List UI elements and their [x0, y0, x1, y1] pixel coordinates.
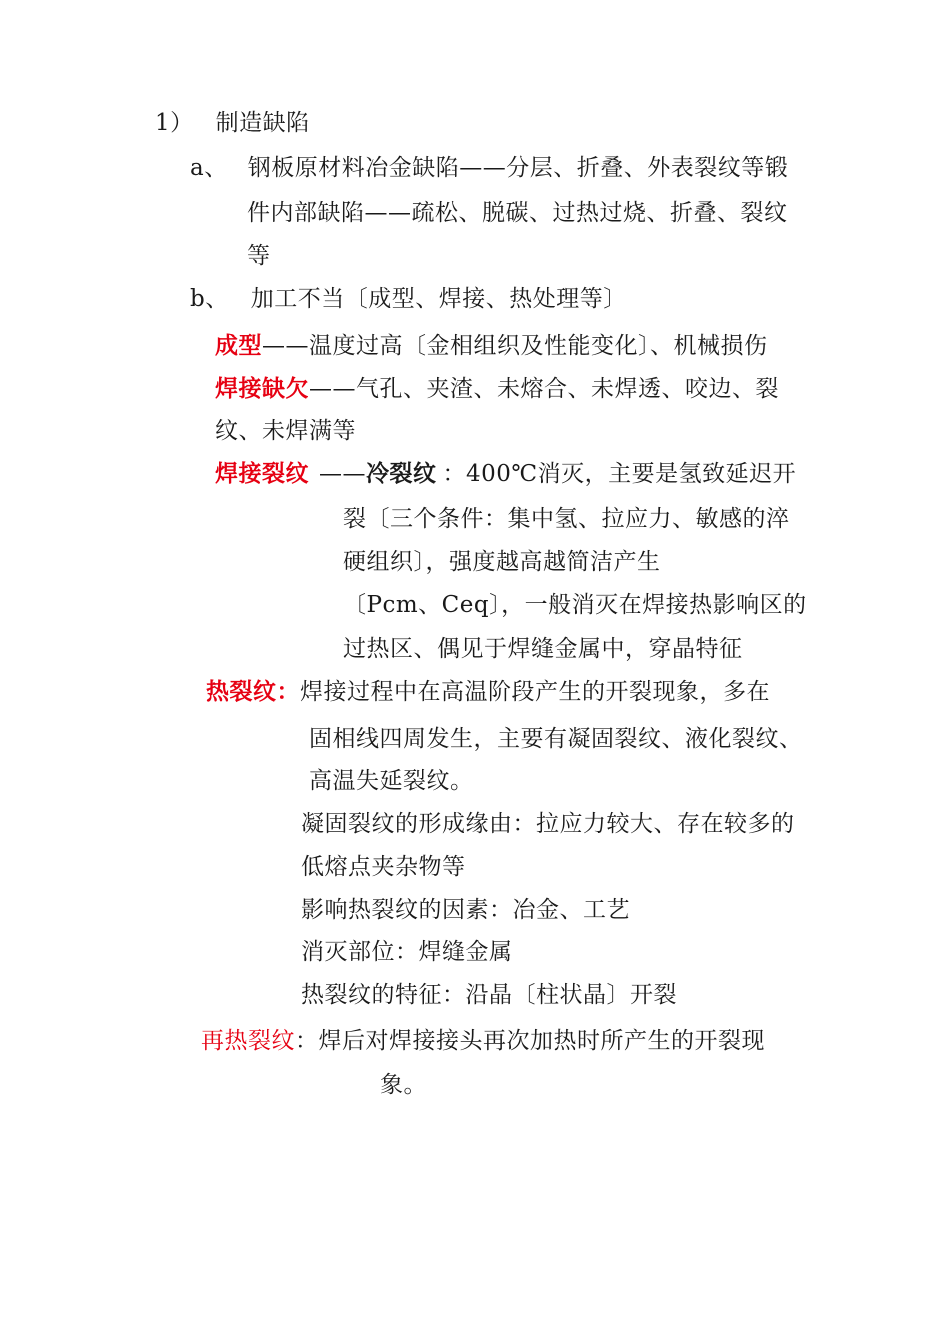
- hot-crack-cause-line-2: 低熔点夹杂物等: [301, 854, 466, 880]
- item-b-line: [190, 284, 627, 314]
- reheat-crack-text: 焊后对焊接接头再次加热时所产生的开裂现: [318, 1028, 765, 1054]
- reheat-crack-colon: ：: [295, 1028, 319, 1054]
- item-b-text: 加工不当〔成型、焊接、热处理等〕: [250, 286, 627, 312]
- weld-defect-line-2: 纹、未焊满等: [215, 418, 356, 444]
- cold-crack-line-2: 裂〔三个条件：集中氢、拉应力、敏感的淬: [343, 506, 790, 532]
- weld-defect-label: 焊接缺欠: [215, 375, 309, 402]
- section-title: 制造缺陷: [215, 110, 310, 136]
- weld-defect-line-1: [215, 374, 779, 404]
- hot-crack-cause-line-1: 凝固裂纹的形成缘由：拉应力较大、存在较多的: [301, 811, 795, 837]
- section-heading: [155, 108, 310, 138]
- weld-crack-label: 焊接裂纹: [215, 460, 309, 487]
- weld-crack-dash: ——: [319, 461, 366, 487]
- item-a-marker: a、: [190, 155, 228, 181]
- hot-crack-location: 消灭部位：焊缝金属: [301, 939, 513, 965]
- item-b-marker: b、: [190, 286, 229, 312]
- weld-crack-line-1: [215, 459, 796, 489]
- hot-crack-line-3: 高温失延裂纹。: [309, 768, 474, 794]
- item-a-text: 钢板原材料冶金缺陷——分层、折叠、外表裂纹等锻: [247, 155, 789, 181]
- hot-crack-line-1: [206, 677, 770, 707]
- forming-label: 成型: [215, 332, 262, 359]
- hot-crack-text: 焊接过程中在高温阶段产生的开裂现象，多在: [300, 679, 770, 705]
- hot-crack-line-2: 固相线四周发生，主要有凝固裂纹、液化裂纹、: [309, 726, 803, 752]
- hot-crack-factors: 影响热裂纹的因素：冶金、工艺: [301, 897, 630, 923]
- hot-crack-label: 热裂纹：: [206, 678, 300, 705]
- item-a-line-3: 等: [247, 243, 271, 269]
- reheat-crack-line-1: [201, 1026, 765, 1056]
- cold-crack-line-3: 硬组织〕，强度越高越简洁产生: [343, 549, 661, 575]
- reheat-crack-label: 再热裂纹: [201, 1028, 295, 1054]
- cold-crack-line-5: 过热区、偶见于焊缝金属中，穿晶特征: [343, 636, 743, 662]
- forming-line: [215, 331, 768, 361]
- cold-crack-line-4: 〔Pcm、Ceq〕，一般消灭在焊接热影响区的: [343, 592, 807, 618]
- reheat-crack-line-2: 象。: [380, 1072, 427, 1098]
- section-number: 1）: [155, 110, 194, 136]
- cold-crack-text: 400℃消灭，主要是氢致延迟开: [466, 461, 797, 487]
- cold-crack-label: 冷裂纹: [366, 460, 437, 487]
- hot-crack-feature: 热裂纹的特征：沿晶〔柱状晶〕开裂: [301, 982, 677, 1008]
- item-a-line-1: [190, 153, 788, 183]
- forming-text: ——温度过高〔金相组织及性能变化〕、机械损伤: [262, 333, 768, 359]
- cold-crack-colon: ：: [442, 461, 466, 487]
- weld-defect-text: ——气孔、夹渣、未熔合、未焊透、咬边、裂: [309, 376, 779, 402]
- item-a-line-2: 件内部缺陷——疏松、脱碳、过热过烧、折叠、裂纹: [247, 200, 788, 226]
